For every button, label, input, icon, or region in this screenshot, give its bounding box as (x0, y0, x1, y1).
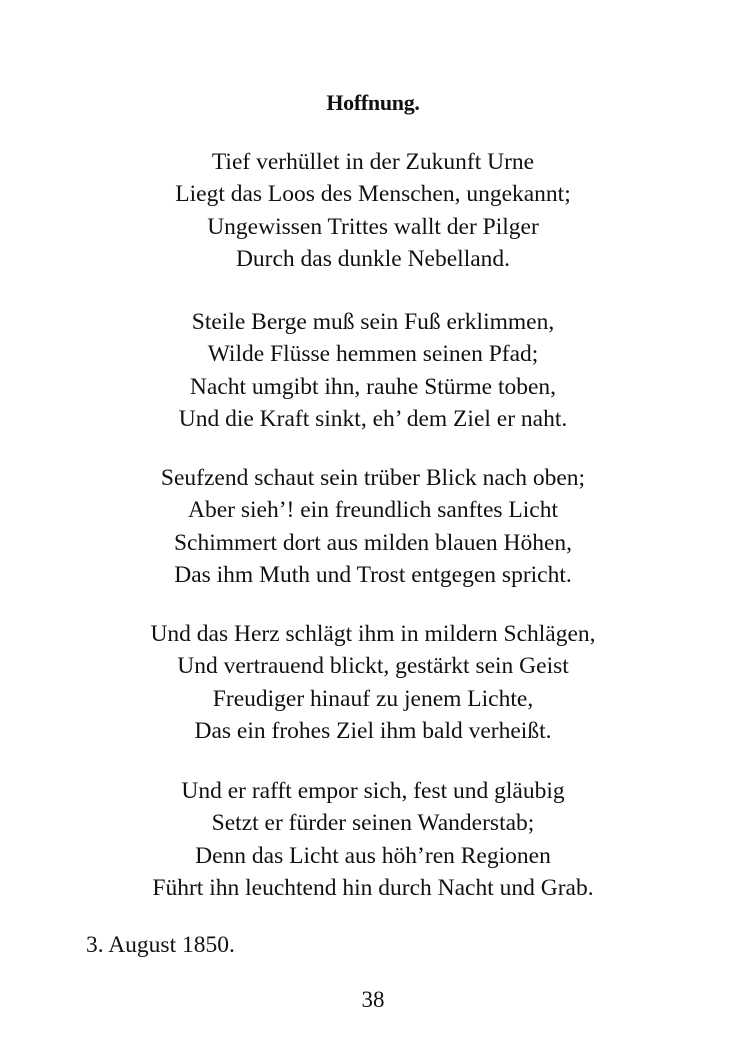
verse-line: Seufzend schaut sein trüber Blick nach oben; (160, 465, 586, 491)
verse-line: Und die Kraft sinkt, eh’ dem Ziel er naht. (178, 405, 568, 432)
verse-line: Und er rafft empor sich, fest und gläubig (181, 778, 565, 804)
verse-line: Denn das Licht aus höh’ren Regionen (195, 842, 551, 869)
stanza-2 (0, 306, 746, 435)
verse-line: Schimmert dort aus milden blauen Höhen, (173, 529, 573, 556)
verse-line: Das ein frohes Ziel ihm bald verheißt. (194, 717, 552, 744)
verse-line: Und vertrauend blickt, gestärkt sein Geist (177, 653, 569, 680)
stanza-5 (0, 775, 746, 904)
stanza-4 (0, 618, 746, 747)
verse-line: Führt ihn leuchtend hin durch Nacht und Grab. (152, 874, 594, 901)
verse-line: Ungewissen Trittes wallt der Pilger (207, 213, 539, 240)
verse-line: Wilde Flüsse hemmen seinen Pfad; (207, 341, 539, 368)
stanza-3 (0, 462, 746, 591)
poem-date: 3. August 1850. (86, 932, 235, 958)
verse-line: Das ihm Muth und Trost entgegen spricht. (174, 561, 572, 588)
verse-line: Durch das dunkle Nebelland. (235, 245, 511, 272)
page-number: 38 (361, 987, 385, 1012)
verse-line: Liegt das Loos des Menschen, ungekannt; (175, 181, 571, 208)
verse-line: Und das Herz schlägt ihm in mildern Schlägen, (150, 621, 596, 647)
stanza-1 (0, 146, 746, 275)
verse-line: Aber sieh’! ein freundlich sanftes Licht (188, 497, 558, 524)
verse-line: Nacht umgibt ihn, rauhe Stürme toben, (189, 373, 557, 400)
poem-title: Hoffnung. (326, 90, 420, 115)
verse-line: Tief verhüllet in der Zukunft Urne (211, 149, 535, 175)
verse-line: Setzt er fürder seinen Wanderstab; (211, 810, 535, 837)
verse-line: Freudiger hinauf zu jenem Lichte, (212, 685, 534, 712)
verse-line: Steile Berge muß sein Fuß erklimmen, (191, 309, 555, 335)
